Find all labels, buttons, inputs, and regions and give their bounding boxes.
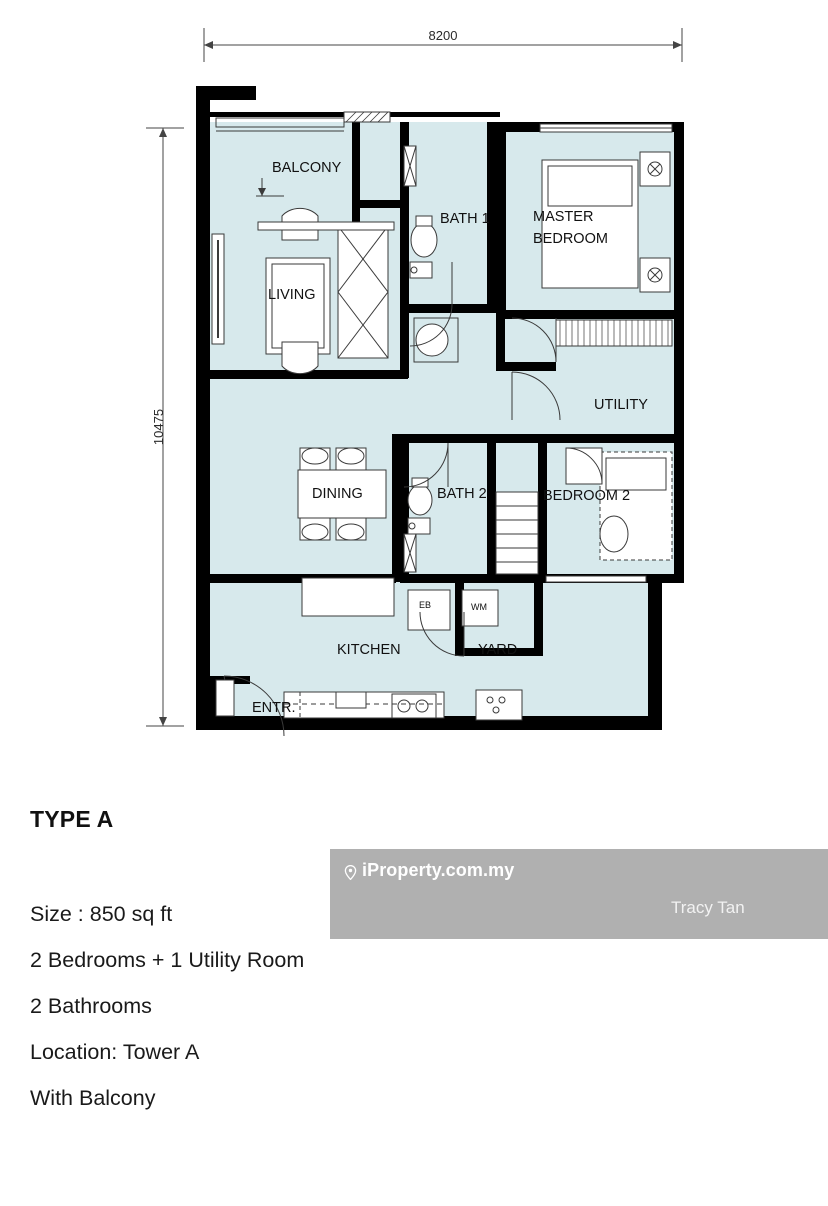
room-label-living: LIVING	[268, 287, 316, 303]
spec-bedrooms: 2 Bedrooms + 1 Utility Room	[30, 948, 305, 972]
room-label-master-bedroom-line1: MASTER	[533, 209, 594, 225]
room-label-master-bedroom-line2: BEDROOM	[533, 231, 608, 247]
watermark-brand	[344, 860, 514, 881]
appliance-label-eb: EB	[419, 600, 432, 610]
room-label-kitchen: KITCHEN	[337, 642, 401, 658]
spec-size: Size : 850 sq ft	[30, 902, 173, 926]
room-label-yard: YARD	[478, 642, 518, 658]
watermark-brand-text: iProperty.com.my	[362, 860, 515, 880]
spec-bathrooms: 2 Bathrooms	[30, 994, 152, 1018]
room-label-bedroom2: BEDROOM 2	[543, 488, 631, 504]
room-label-dining: DINING	[312, 486, 363, 502]
room-label-balcony: BALCONY	[272, 160, 342, 176]
room-label-bath2: BATH 2	[437, 486, 487, 502]
page-title: TYPE A	[30, 806, 114, 832]
room-label-bath1: BATH 1	[440, 211, 490, 227]
dimension-left-label: 10475	[151, 408, 166, 446]
location-pin-icon	[344, 864, 357, 879]
spec-balcony: With Balcony	[30, 1086, 156, 1110]
watermark-agent-label: Tracy Tan	[671, 898, 745, 917]
spec-location: Location: Tower A	[30, 1040, 200, 1064]
room-label-entrance: ENTR.	[252, 700, 296, 716]
watermark-agent-name	[671, 898, 745, 918]
appliance-label-wm: WM	[471, 602, 487, 612]
room-label-utility: UTILITY	[594, 397, 648, 413]
dimension-top-label: 8200	[428, 28, 458, 43]
watermark-overlay	[330, 849, 828, 939]
